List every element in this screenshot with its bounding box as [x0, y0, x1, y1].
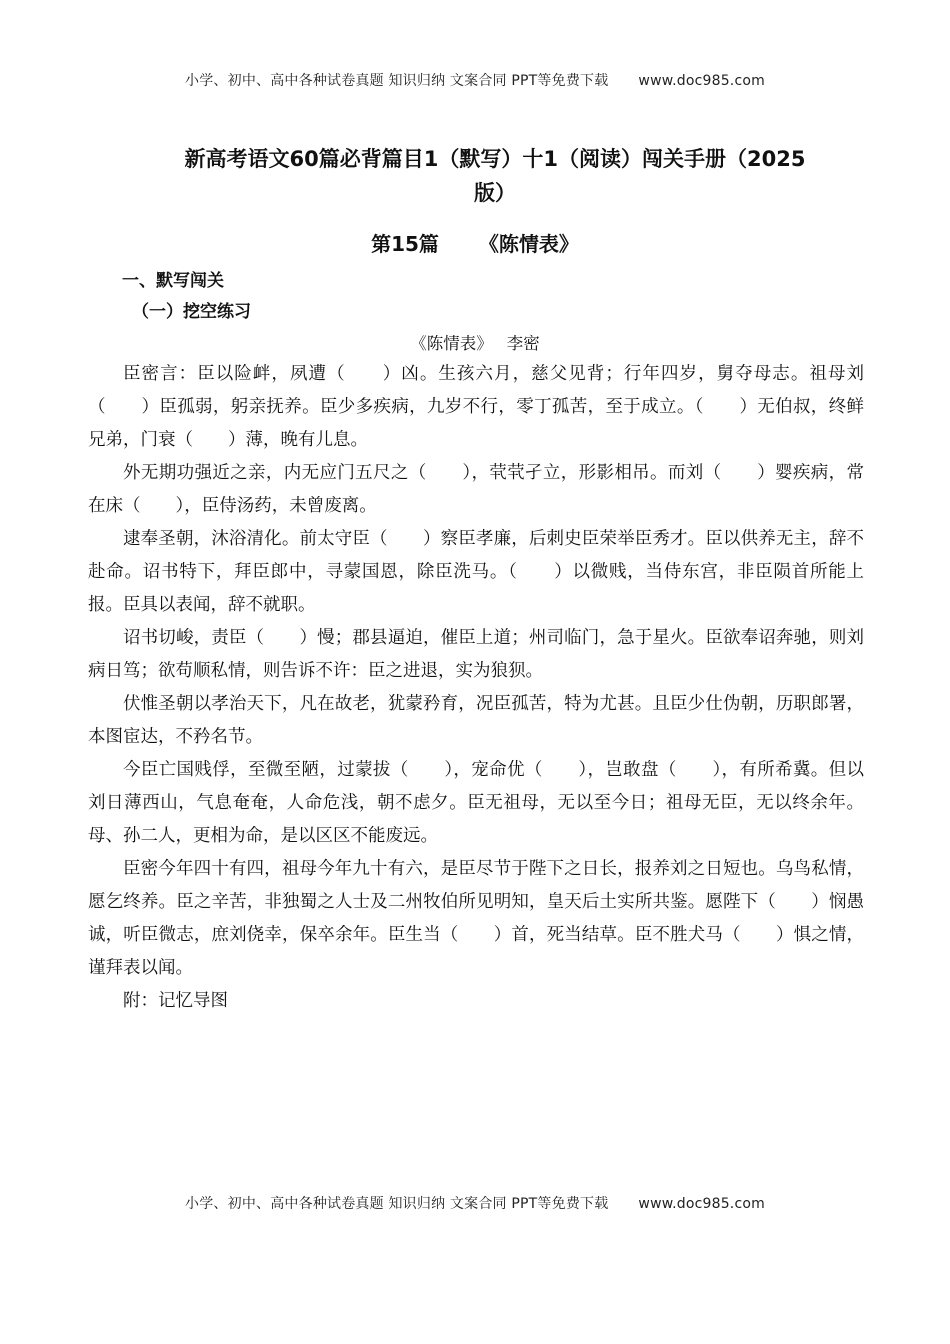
passage-author: 李密	[506, 334, 540, 353]
header-banner-link[interactable]: www.doc985.com	[638, 73, 765, 89]
paragraph: 外无期功强近之亲，内无应门五尺之（ ），茕茕孑立，形影相吊。而刘（ ）婴疾病，常在床（ ），臣侍汤药，未曾废离。	[88, 463, 864, 516]
appendix-note: 附：记忆导图	[123, 991, 228, 1011]
paragraph: 臣密今年四十有四，祖母今年九十有六，是臣尽节于陛下之日长，报养刘之日短也。乌鸟私情，愿乞终养。臣之辛苦，非独蜀之人士及二州牧伯所见明知，皇天后土实所共鉴。愿陛下（ ）悯愚诚，听臣微志，庶刘侥幸，保卒余年。臣生当（ ）首，死当结草。臣不胜犬马（ ）惧之情，谨拜表以闻。	[88, 859, 864, 978]
footer-banner-link[interactable]: www.doc985.com	[638, 1196, 765, 1212]
paragraph: 臣密言：臣以险衅，夙遭（ ）凶。生孩六月，慈父见背；行年四岁，舅夺母志。祖母刘（ ）臣孤弱，躬亲抚养。臣少多疾病，九岁不行，零丁孤苦，至于成立。（ ）无伯叔，终鲜兄弟，门衰（ ）薄，晚有儿息。	[88, 364, 864, 450]
chapter-title	[0, 228, 950, 257]
document-title-line-1: 新高考语文60篇必背篇目1（默写）十1（阅读）闯关手册（2025	[184, 147, 806, 171]
section-heading: 一、默写闯关	[122, 271, 224, 291]
paragraph: 诏书切峻，责臣（ ）慢；郡县逼迫，催臣上道；州司临门，急于星火。臣欲奉诏奔驰，则刘病日笃；欲苟顺私情，则告诉不许：臣之进退，实为狼狈。	[88, 628, 864, 681]
passage-title-name: 《陈情表》	[410, 334, 493, 353]
subsection-heading: （一）挖空练习	[132, 302, 251, 322]
document-title-line-2: 版）	[474, 181, 516, 205]
footer-banner-text: 小学、初中、高中各种试卷真题 知识归纳 文案合同 PPT等免费下载	[185, 1196, 609, 1212]
chapter-name: 《陈情表》	[478, 232, 579, 256]
passage-title	[0, 330, 950, 354]
paragraph: 今臣亡国贱俘，至微至陋，过蒙拔（ ），宠命优（ ），岂敢盘（ ），有所希冀。但以刘日薄西山，气息奄奄，人命危浅，朝不虑夕。臣无祖母，无以至今日；祖母无臣，无以终余年。母、孙二人，更相为命，是以区区不能废远。	[88, 760, 864, 846]
document-title	[130, 142, 860, 210]
passage-body	[88, 358, 864, 1018]
paragraph: 伏惟圣朝以孝治天下，凡在故老，犹蒙矜育，况臣孤苦，特为尤甚。且臣少仕伪朝，历职郎署，本图宦达，不矜名节。	[88, 694, 864, 747]
paragraph: 逮奉圣朝，沐浴清化。前太守臣（ ）察臣孝廉，后刺史臣荣举臣秀才。臣以供养无主，辞不赴命。诏书特下，拜臣郎中，寻蒙国恩，除臣洗马。（ ）以微贱，当侍东宫，非臣陨首所能上报。臣具以表闻，辞不就职。	[88, 529, 864, 615]
header-banner-text: 小学、初中、高中各种试卷真题 知识归纳 文案合同 PPT等免费下载	[185, 73, 609, 89]
header-banner	[0, 70, 950, 90]
footer-banner	[0, 1193, 950, 1213]
chapter-number: 第15篇	[371, 232, 439, 256]
